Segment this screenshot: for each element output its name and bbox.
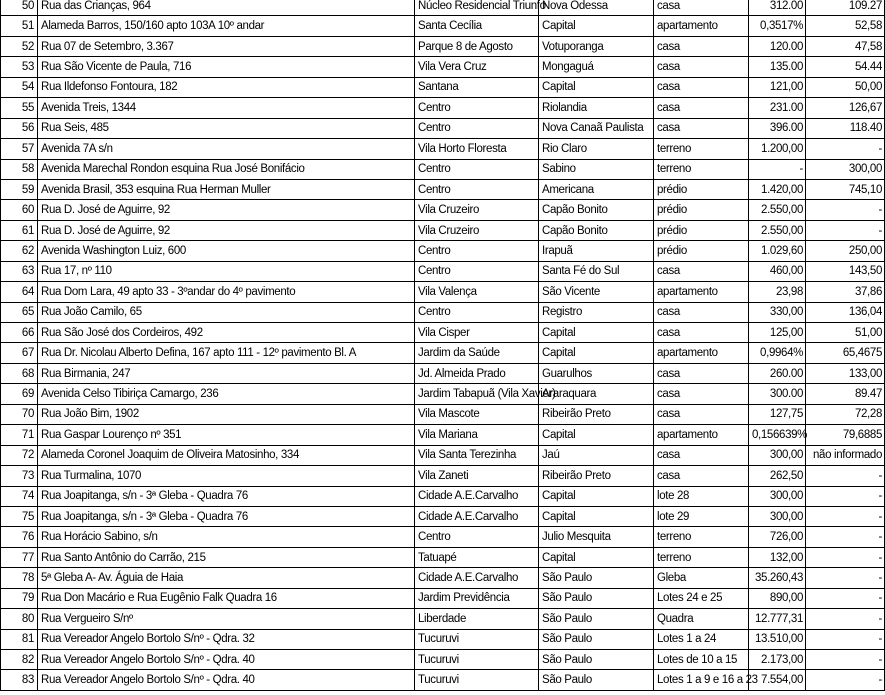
city-cell: São Paulo bbox=[539, 670, 654, 690]
row-number: 59 bbox=[1, 179, 38, 199]
address-cell: Alameda Coronel Joaquim de Oliveira Matosinho, 334 bbox=[38, 445, 415, 465]
area-cell: 125,00 bbox=[749, 323, 806, 343]
neighborhood-cell: Tucuruvi bbox=[415, 629, 539, 649]
built-area-cell: 52,58 bbox=[806, 16, 885, 36]
type-cell: casa bbox=[654, 0, 749, 16]
city-cell: Capital bbox=[539, 486, 654, 506]
neighborhood-cell: Centro bbox=[415, 527, 539, 547]
address-cell: Rua Seis, 485 bbox=[38, 118, 415, 138]
row-number: 82 bbox=[1, 650, 38, 670]
table-row bbox=[1, 527, 885, 547]
row-number: 72 bbox=[1, 445, 38, 465]
neighborhood-cell: Santana bbox=[415, 77, 539, 97]
type-cell: Gleba bbox=[654, 568, 749, 588]
city-cell: Capão Bonito bbox=[539, 220, 654, 240]
city-cell: Capital bbox=[539, 16, 654, 36]
city-cell: Santa Fé do Sul bbox=[539, 261, 654, 281]
neighborhood-cell: Centro bbox=[415, 302, 539, 322]
address-cell: Rua Vereador Angelo Bortolo S/nº - Qdra. 40 bbox=[38, 650, 415, 670]
area-cell: 262,50 bbox=[749, 466, 806, 486]
table-row bbox=[1, 363, 885, 383]
type-cell: Lotes de 10 a 15 bbox=[654, 650, 749, 670]
area-cell: 135.00 bbox=[749, 57, 806, 77]
address-cell: Rua Santo Antônio do Carrão, 215 bbox=[38, 547, 415, 567]
table-row bbox=[1, 506, 885, 526]
type-cell: casa bbox=[654, 302, 749, 322]
neighborhood-cell: Vila Mascote bbox=[415, 404, 539, 424]
type-cell: terreno bbox=[654, 527, 749, 547]
table-row bbox=[1, 179, 885, 199]
address-cell: Rua D. José de Aguirre, 92 bbox=[38, 220, 415, 240]
address-cell: Rua Horácio Sabino, s/n bbox=[38, 527, 415, 547]
row-number: 53 bbox=[1, 57, 38, 77]
area-cell: 300,00 bbox=[749, 506, 806, 526]
type-cell: terreno bbox=[654, 139, 749, 159]
address-cell: Avenida Treis, 1344 bbox=[38, 98, 415, 118]
row-number: 58 bbox=[1, 159, 38, 179]
built-area-cell: - bbox=[806, 609, 885, 629]
address-cell: Rua São Vicente de Paula, 716 bbox=[38, 57, 415, 77]
table-row bbox=[1, 670, 885, 690]
city-cell: Capital bbox=[539, 323, 654, 343]
area-cell: 726,00 bbox=[749, 527, 806, 547]
city-cell: Araraquara bbox=[539, 384, 654, 404]
neighborhood-cell: Cidade A.E.Carvalho bbox=[415, 568, 539, 588]
area-cell: 2.173,00 bbox=[749, 650, 806, 670]
neighborhood-cell: Centro bbox=[415, 159, 539, 179]
neighborhood-cell: Centro bbox=[415, 179, 539, 199]
area-cell: 890,00 bbox=[749, 588, 806, 608]
area-cell: 300,00 bbox=[749, 486, 806, 506]
area-cell: 1.029,60 bbox=[749, 241, 806, 261]
row-number: 65 bbox=[1, 302, 38, 322]
row-number: 61 bbox=[1, 220, 38, 240]
table-row bbox=[1, 282, 885, 302]
type-cell: casa bbox=[654, 261, 749, 281]
type-cell: lote 28 bbox=[654, 486, 749, 506]
neighborhood-cell: Vila Santa Terezinha bbox=[415, 445, 539, 465]
row-number: 56 bbox=[1, 118, 38, 138]
city-cell: São Paulo bbox=[539, 609, 654, 629]
built-area-cell: - bbox=[806, 547, 885, 567]
table-row bbox=[1, 98, 885, 118]
city-cell: Votuporanga bbox=[539, 36, 654, 56]
row-number: 80 bbox=[1, 609, 38, 629]
type-cell: apartamento bbox=[654, 343, 749, 363]
type-cell: casa bbox=[654, 466, 749, 486]
table-row bbox=[1, 77, 885, 97]
city-cell: Nova Odessa bbox=[539, 0, 654, 16]
neighborhood-cell: Vila Cruzeiro bbox=[415, 220, 539, 240]
built-area-cell: 50,00 bbox=[806, 77, 885, 97]
type-cell: casa bbox=[654, 363, 749, 383]
address-cell: Rua 17, nº 110 bbox=[38, 261, 415, 281]
type-cell: casa bbox=[654, 118, 749, 138]
area-cell: 396.00 bbox=[749, 118, 806, 138]
neighborhood-cell: Santa Cecília bbox=[415, 16, 539, 36]
row-number: 62 bbox=[1, 241, 38, 261]
address-cell: Rua Vergueiro S/nº bbox=[38, 609, 415, 629]
table-row bbox=[1, 568, 885, 588]
city-cell: Capital bbox=[539, 506, 654, 526]
type-cell: prédio bbox=[654, 179, 749, 199]
area-cell: 300,00 bbox=[749, 445, 806, 465]
built-area-cell: 300,00 bbox=[806, 159, 885, 179]
neighborhood-cell: Centro bbox=[415, 98, 539, 118]
address-cell: Rua Joapitanga, s/n - 3ª Gleba - Quadra 76 bbox=[38, 486, 415, 506]
address-cell: Rua Birmania, 247 bbox=[38, 363, 415, 383]
area-cell: 121,00 bbox=[749, 77, 806, 97]
address-cell: Rua Joapitanga, s/n - 3ª Gleba - Quadra 76 bbox=[38, 506, 415, 526]
address-cell: Alameda Barros, 150/160 apto 103A 10º andar bbox=[38, 16, 415, 36]
area-cell: 300.00 bbox=[749, 384, 806, 404]
table-row bbox=[1, 57, 885, 77]
row-number: 79 bbox=[1, 588, 38, 608]
city-cell: Americana bbox=[539, 179, 654, 199]
built-area-cell: 54.44 bbox=[806, 57, 885, 77]
city-cell: Capão Bonito bbox=[539, 200, 654, 220]
city-cell: Capital bbox=[539, 425, 654, 445]
neighborhood-cell: Centro bbox=[415, 241, 539, 261]
address-cell: Rua João Camilo, 65 bbox=[38, 302, 415, 322]
type-cell: apartamento bbox=[654, 425, 749, 445]
row-number: 76 bbox=[1, 527, 38, 547]
built-area-cell: - bbox=[806, 139, 885, 159]
neighborhood-cell: Cidade A.E.Carvalho bbox=[415, 506, 539, 526]
row-number: 66 bbox=[1, 323, 38, 343]
row-number: 69 bbox=[1, 384, 38, 404]
neighborhood-cell: Vila Horto Floresta bbox=[415, 139, 539, 159]
table-row bbox=[1, 547, 885, 567]
area-cell: 0,3517% bbox=[749, 16, 806, 36]
neighborhood-cell: Tucuruvi bbox=[415, 670, 539, 690]
address-cell: Rua D. José de Aguirre, 92 bbox=[38, 200, 415, 220]
type-cell: casa bbox=[654, 445, 749, 465]
address-cell: Rua Turmalina, 1070 bbox=[38, 466, 415, 486]
row-number: 83 bbox=[1, 670, 38, 690]
area-cell: 2.550,00 bbox=[749, 220, 806, 240]
built-area-cell: 136,04 bbox=[806, 302, 885, 322]
built-area-cell: 65,4675 bbox=[806, 343, 885, 363]
built-area-cell: 72,28 bbox=[806, 404, 885, 424]
neighborhood-cell: Jardim Tabapuã (Vila Xavier) bbox=[415, 384, 539, 404]
table-row bbox=[1, 384, 885, 404]
city-cell: Julio Mesquita bbox=[539, 527, 654, 547]
neighborhood-cell: Parque 8 de Agosto bbox=[415, 36, 539, 56]
address-cell: Rua Gaspar Lourenço nº 351 bbox=[38, 425, 415, 445]
built-area-cell: 143,50 bbox=[806, 261, 885, 281]
table-row bbox=[1, 16, 885, 36]
area-cell: 35.260,43 bbox=[749, 568, 806, 588]
type-cell: Lotes 24 e 25 bbox=[654, 588, 749, 608]
neighborhood-cell: Núcleo Residencial Triunfo bbox=[415, 0, 539, 16]
built-area-cell: - bbox=[806, 527, 885, 547]
address-cell: Rua Don Macário e Rua Eugênio Falk Quadra 16 bbox=[38, 588, 415, 608]
table-row bbox=[1, 323, 885, 343]
neighborhood-cell: Jardim da Saúde bbox=[415, 343, 539, 363]
built-area-cell: 118.40 bbox=[806, 118, 885, 138]
table-row bbox=[1, 466, 885, 486]
type-cell: casa bbox=[654, 404, 749, 424]
row-number: 60 bbox=[1, 200, 38, 220]
city-cell: Registro bbox=[539, 302, 654, 322]
built-area-cell: 133,00 bbox=[806, 363, 885, 383]
row-number: 68 bbox=[1, 363, 38, 383]
table-row bbox=[1, 343, 885, 363]
built-area-cell: - bbox=[806, 220, 885, 240]
address-cell: Avenida Washington Luiz, 600 bbox=[38, 241, 415, 261]
table-row bbox=[1, 650, 885, 670]
city-cell: Sabino bbox=[539, 159, 654, 179]
table-row bbox=[1, 404, 885, 424]
city-cell: Jaú bbox=[539, 445, 654, 465]
type-cell: casa bbox=[654, 57, 749, 77]
neighborhood-cell: Centro bbox=[415, 118, 539, 138]
table-row bbox=[1, 118, 885, 138]
built-area-cell: 89.47 bbox=[806, 384, 885, 404]
built-area-cell: 126,67 bbox=[806, 98, 885, 118]
type-cell: prédio bbox=[654, 220, 749, 240]
table-row bbox=[1, 588, 885, 608]
area-cell: 231.00 bbox=[749, 98, 806, 118]
row-number: 51 bbox=[1, 16, 38, 36]
area-cell: 120.00 bbox=[749, 36, 806, 56]
city-cell: São Paulo bbox=[539, 568, 654, 588]
table-row bbox=[1, 629, 885, 649]
row-number: 73 bbox=[1, 466, 38, 486]
area-cell: 7.554,00 bbox=[749, 670, 806, 690]
city-cell: Ribeirão Preto bbox=[539, 466, 654, 486]
type-cell: prédio bbox=[654, 241, 749, 261]
built-area-cell: 79,6885 bbox=[806, 425, 885, 445]
built-area-cell: - bbox=[806, 486, 885, 506]
neighborhood-cell: Vila Vera Cruz bbox=[415, 57, 539, 77]
row-number: 71 bbox=[1, 425, 38, 445]
built-area-cell: - bbox=[806, 588, 885, 608]
type-cell: Lotes 1 a 9 e 16 a 23 bbox=[654, 670, 749, 690]
neighborhood-cell: Vila Mariana bbox=[415, 425, 539, 445]
address-cell: Rua 07 de Setembro, 3.367 bbox=[38, 36, 415, 56]
row-number: 50 bbox=[1, 0, 38, 16]
built-area-cell: - bbox=[806, 506, 885, 526]
area-cell: 132,00 bbox=[749, 547, 806, 567]
built-area-cell: - bbox=[806, 568, 885, 588]
area-cell: 2.550,00 bbox=[749, 200, 806, 220]
row-number: 55 bbox=[1, 98, 38, 118]
table-row bbox=[1, 139, 885, 159]
area-cell: 460,00 bbox=[749, 261, 806, 281]
row-number: 64 bbox=[1, 282, 38, 302]
city-cell: Irapuã bbox=[539, 241, 654, 261]
area-cell: 330,00 bbox=[749, 302, 806, 322]
table-row bbox=[1, 425, 885, 445]
area-cell: 127,75 bbox=[749, 404, 806, 424]
area-cell: 23,98 bbox=[749, 282, 806, 302]
area-cell: 0,9964% bbox=[749, 343, 806, 363]
neighborhood-cell: Tucuruvi bbox=[415, 650, 539, 670]
city-cell: Mongaguá bbox=[539, 57, 654, 77]
built-area-cell: - bbox=[806, 466, 885, 486]
table-row bbox=[1, 261, 885, 281]
built-area-cell: - bbox=[806, 670, 885, 690]
city-cell: Ribeirão Preto bbox=[539, 404, 654, 424]
type-cell: casa bbox=[654, 98, 749, 118]
area-cell: 1.200,00 bbox=[749, 139, 806, 159]
table-row bbox=[1, 200, 885, 220]
city-cell: São Paulo bbox=[539, 588, 654, 608]
neighborhood-cell: Vila Cisper bbox=[415, 323, 539, 343]
table-row bbox=[1, 445, 885, 465]
row-number: 63 bbox=[1, 261, 38, 281]
city-cell: São Paulo bbox=[539, 650, 654, 670]
address-cell: Avenida 7A s/n bbox=[38, 139, 415, 159]
row-number: 77 bbox=[1, 547, 38, 567]
table-row bbox=[1, 609, 885, 629]
built-area-cell: - bbox=[806, 650, 885, 670]
area-cell: 13.510,00 bbox=[749, 629, 806, 649]
row-number: 81 bbox=[1, 629, 38, 649]
neighborhood-cell: Jd. Almeida Prado bbox=[415, 363, 539, 383]
type-cell: apartamento bbox=[654, 16, 749, 36]
type-cell: lote 29 bbox=[654, 506, 749, 526]
neighborhood-cell: Vila Valença bbox=[415, 282, 539, 302]
row-number: 75 bbox=[1, 506, 38, 526]
neighborhood-cell: Tatuapé bbox=[415, 547, 539, 567]
neighborhood-cell: Vila Cruzeiro bbox=[415, 200, 539, 220]
area-cell: - bbox=[749, 159, 806, 179]
table-row bbox=[1, 0, 885, 16]
built-area-cell: 250,00 bbox=[806, 241, 885, 261]
city-cell: Nova Canaã Paulista bbox=[539, 118, 654, 138]
row-number: 52 bbox=[1, 36, 38, 56]
type-cell: casa bbox=[654, 36, 749, 56]
area-cell: 312.00 bbox=[749, 0, 806, 16]
row-number: 67 bbox=[1, 343, 38, 363]
built-area-cell: - bbox=[806, 629, 885, 649]
city-cell: Capital bbox=[539, 343, 654, 363]
type-cell: terreno bbox=[654, 159, 749, 179]
type-cell: Quadra bbox=[654, 609, 749, 629]
city-cell: São Vicente bbox=[539, 282, 654, 302]
row-number: 74 bbox=[1, 486, 38, 506]
built-area-cell: não informado bbox=[806, 445, 885, 465]
built-area-cell: 47,58 bbox=[806, 36, 885, 56]
address-cell: Rua São José dos Cordeiros, 492 bbox=[38, 323, 415, 343]
table-row bbox=[1, 486, 885, 506]
area-cell: 1.420,00 bbox=[749, 179, 806, 199]
address-cell: 5ª Gleba A- Av. Águia de Haia bbox=[38, 568, 415, 588]
row-number: 54 bbox=[1, 77, 38, 97]
table-row bbox=[1, 241, 885, 261]
type-cell: casa bbox=[654, 384, 749, 404]
area-cell: 12.777,31 bbox=[749, 609, 806, 629]
area-cell: 260.00 bbox=[749, 363, 806, 383]
city-cell: São Paulo bbox=[539, 629, 654, 649]
type-cell: terreno bbox=[654, 547, 749, 567]
address-cell: Avenida Marechal Rondon esquina Rua José Bonifácio bbox=[38, 159, 415, 179]
type-cell: apartamento bbox=[654, 282, 749, 302]
city-cell: Guarulhos bbox=[539, 363, 654, 383]
neighborhood-cell: Vila Zaneti bbox=[415, 466, 539, 486]
built-area-cell: 51,00 bbox=[806, 323, 885, 343]
type-cell: casa bbox=[654, 323, 749, 343]
address-cell: Rua João Bim, 1902 bbox=[38, 404, 415, 424]
address-cell: Rua das Crianças, 964 bbox=[38, 0, 415, 16]
city-cell: Capital bbox=[539, 547, 654, 567]
type-cell: casa bbox=[654, 77, 749, 97]
table-row bbox=[1, 36, 885, 56]
neighborhood-cell: Cidade A.E.Carvalho bbox=[415, 486, 539, 506]
area-cell: 0,156639% bbox=[749, 425, 806, 445]
city-cell: Riolandia bbox=[539, 98, 654, 118]
address-cell: Avenida Celso Tibiriça Camargo, 236 bbox=[38, 384, 415, 404]
address-cell: Rua Vereador Angelo Bortolo S/nº - Qdra. 32 bbox=[38, 629, 415, 649]
table-row bbox=[1, 302, 885, 322]
city-cell: Capital bbox=[539, 77, 654, 97]
row-number: 78 bbox=[1, 568, 38, 588]
built-area-cell: 745,10 bbox=[806, 179, 885, 199]
neighborhood-cell: Centro bbox=[415, 261, 539, 281]
type-cell: prédio bbox=[654, 200, 749, 220]
address-cell: Rua Dr. Nicolau Alberto Defina, 167 apto 111 - 12º pavimento Bl. A bbox=[38, 343, 415, 363]
neighborhood-cell: Jardim Previdência bbox=[415, 588, 539, 608]
address-cell: Rua Dom Lara, 49 apto 33 - 3ºandar do 4º pavimento bbox=[38, 282, 415, 302]
address-cell: Rua Ildefonso Fontoura, 182 bbox=[38, 77, 415, 97]
built-area-cell: - bbox=[806, 200, 885, 220]
table-body bbox=[1, 0, 885, 690]
city-cell: Rio Claro bbox=[539, 139, 654, 159]
address-cell: Avenida Brasil, 353 esquina Rua Herman Muller bbox=[38, 179, 415, 199]
row-number: 70 bbox=[1, 404, 38, 424]
address-cell: Rua Vereador Angelo Bortolo S/nº - Qdra. 40 bbox=[38, 670, 415, 690]
built-area-cell: 109.27 bbox=[806, 0, 885, 16]
row-number: 57 bbox=[1, 139, 38, 159]
neighborhood-cell: Liberdade bbox=[415, 609, 539, 629]
built-area-cell: 37,86 bbox=[806, 282, 885, 302]
table-row bbox=[1, 159, 885, 179]
type-cell: Lotes 1 a 24 bbox=[654, 629, 749, 649]
table-row bbox=[1, 220, 885, 240]
